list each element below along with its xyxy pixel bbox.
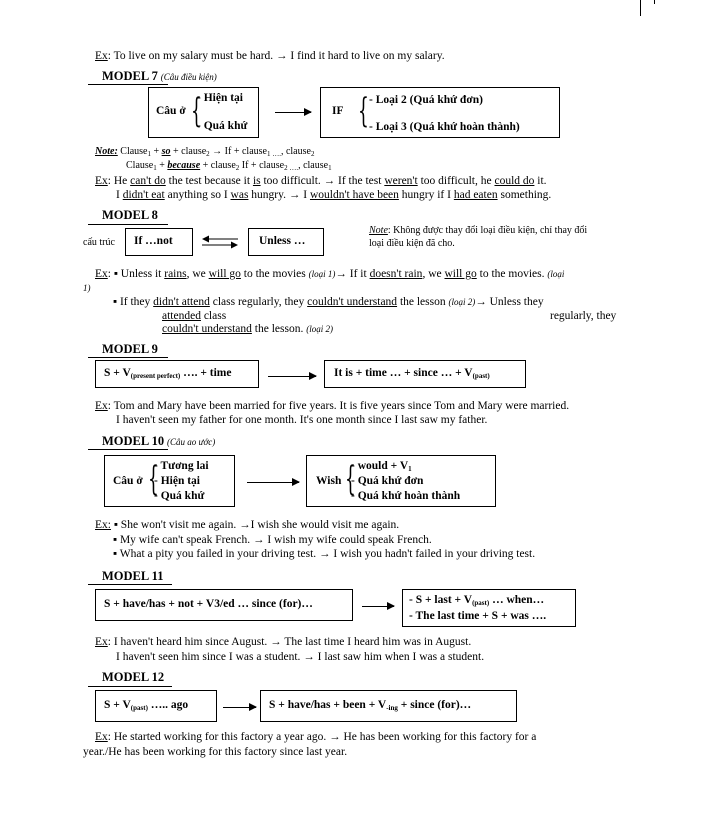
model12-example-1: Ex: He started working for this factory a year ago. → He has been working for this factory for a xyxy=(95,731,537,743)
model7-note-line2: Clause$_1$ + because + clause$_2$ If + clause$_{2 \dots.}$, clause$_1$ xyxy=(126,160,332,172)
model8-box-if-not xyxy=(125,228,193,256)
box-item: - Hiện tại xyxy=(154,475,200,487)
box-item: It is + time … + since … + $V_{(past)}$ xyxy=(334,367,490,380)
double-arrow-icon xyxy=(202,235,238,249)
structure-label: cấu trúc xyxy=(83,237,115,248)
model11-box-1 xyxy=(95,589,353,621)
model10-example-3: ▪ What a pity you failed in your driving test. → I wish you hadn't failed in your driving test. xyxy=(113,548,536,560)
header-underline xyxy=(88,584,172,585)
model7-left-box xyxy=(148,87,259,138)
example-line: Ex: To live on my salary must be hard. → I find it hard to live on my salary. xyxy=(95,50,445,62)
model12-header: MODEL 12 xyxy=(102,670,165,684)
brace-icon: { xyxy=(358,91,369,131)
box-item: - Loại 3 (Quá khứ hoàn thành) xyxy=(369,121,520,133)
model11-example-1: Ex: I haven't heard him since August. → The last time I heard him was in August. xyxy=(95,636,472,648)
box-item: - Quá khứ hoàn thành xyxy=(351,490,461,502)
arrow-icon xyxy=(362,606,394,607)
arrow-icon xyxy=(223,707,256,708)
box-label: Câu ở xyxy=(113,475,143,487)
model9-box-2 xyxy=(324,360,526,388)
model8-example-2-line2: attended class xyxy=(162,310,227,322)
model9-example-2: I haven't seen my father for one month. It's one month since I last saw my father. xyxy=(116,414,488,426)
model8-example-2-line3: couldn't understand the lesson. (loại 2) xyxy=(162,323,333,335)
model8-note-2: loại điều kiện đã cho. xyxy=(369,238,455,249)
model7-right-box xyxy=(320,87,560,138)
model8-example-1: Ex: ▪ Unless it rains, we will go to the movies (loại 1)→ If it doesn't rain, we will go to the movies. (loại xyxy=(95,268,565,280)
box-item: $S + V_{(past)}$ ….. ago xyxy=(104,699,189,712)
box-item: $S + V_{(present perfect)}$ …. + time xyxy=(104,367,232,380)
page-edge-line xyxy=(640,0,641,16)
model8-note: Note: Không được thay đổi loại điều kiện, chỉ thay đổi xyxy=(369,225,588,236)
box-item: Unless … xyxy=(259,235,306,247)
header-underline xyxy=(88,357,168,358)
box-item: - The last time + S + was …. xyxy=(409,610,547,622)
model9-header: MODEL 9 xyxy=(102,342,158,356)
brace-icon: { xyxy=(345,459,356,499)
box-label: Câu ở xyxy=(156,105,186,117)
model12-box-2 xyxy=(260,690,517,722)
box-item: - Loại 2 (Quá khứ đơn) xyxy=(369,94,483,106)
box-item: S + have/has + been + $V_{-ing}$ + since (for)… xyxy=(269,699,472,712)
arrow-icon xyxy=(275,112,311,113)
model8-header: MODEL 8 xyxy=(102,208,158,222)
box-label: Wish xyxy=(316,475,342,487)
brace-icon: { xyxy=(191,91,202,131)
box-item: - Hiện tại xyxy=(197,92,243,104)
box-item: - would + $V_1$ xyxy=(351,460,412,473)
box-item: S + have/has + not + V3/ed … since (for)… xyxy=(104,598,313,610)
model8-example-2-right: regularly, they xyxy=(550,310,617,322)
arrow-icon xyxy=(268,376,316,377)
header-underline xyxy=(88,686,172,687)
box-item: - Quá khứ xyxy=(154,490,205,502)
arrow-icon xyxy=(247,482,299,483)
box-item: - Tương lai xyxy=(154,460,209,472)
header-underline xyxy=(88,84,168,85)
model12-box-1 xyxy=(95,690,217,722)
model8-example-1-cont: 1) xyxy=(83,283,91,293)
box-item: - Quá khứ xyxy=(197,120,248,132)
model8-example-2: ▪ If they didn't attend class regularly, they couldn't understand the lesson (loại 2)→ Unless they xyxy=(113,296,544,308)
model11-header: MODEL 11 xyxy=(102,569,164,583)
brace-icon: { xyxy=(148,459,159,499)
model11-box-2 xyxy=(402,589,576,627)
model8-box-unless xyxy=(248,228,324,256)
box-item: - Quá khứ đơn xyxy=(351,475,424,487)
model11-example-2: I haven't seen him since I was a student. → I last saw him when I was a student. xyxy=(116,651,485,663)
model10-example-1: Ex: ▪ She won't visit me again. →I wish she would visit me again. xyxy=(95,519,400,531)
model9-box-1 xyxy=(95,360,259,388)
model7-example-2: I didn't eat anything so I was hungry. → I wouldn't have been hungry if I had eaten something. xyxy=(116,189,552,201)
box-item: - S + last + $V_{(past)}$ … when… xyxy=(409,594,545,607)
model10-header: MODEL 10 (Câu ao ước) xyxy=(102,434,216,448)
header-underline xyxy=(88,449,168,450)
model9-example-1: Ex: Tom and Mary have been married for five years. It is five years since Tom and Mary were married. xyxy=(95,400,570,412)
page-edge-line-2 xyxy=(654,0,655,4)
box-label: IF xyxy=(332,105,344,117)
model7-example-1: Ex: He can't do the test because it is too difficult. → If the test weren't too difficult, he could do it. xyxy=(95,175,547,187)
header-underline xyxy=(88,224,168,225)
model10-example-2: ▪ My wife can't speak French. → I wish my wife could speak French. xyxy=(113,534,432,546)
model10-right-box xyxy=(306,455,496,507)
model7-header: MODEL 7 (Câu điều kiện) xyxy=(102,69,217,83)
model7-note-line1: Note: Clause$_1$ + so + clause$_2$ → If + clause$_{1 \dots.}$, clause$_2$ xyxy=(95,146,315,158)
box-item: If …not xyxy=(134,235,173,247)
model12-example-2: year./He has been working for this factory since last year. xyxy=(83,746,348,758)
model10-left-box xyxy=(104,455,235,507)
